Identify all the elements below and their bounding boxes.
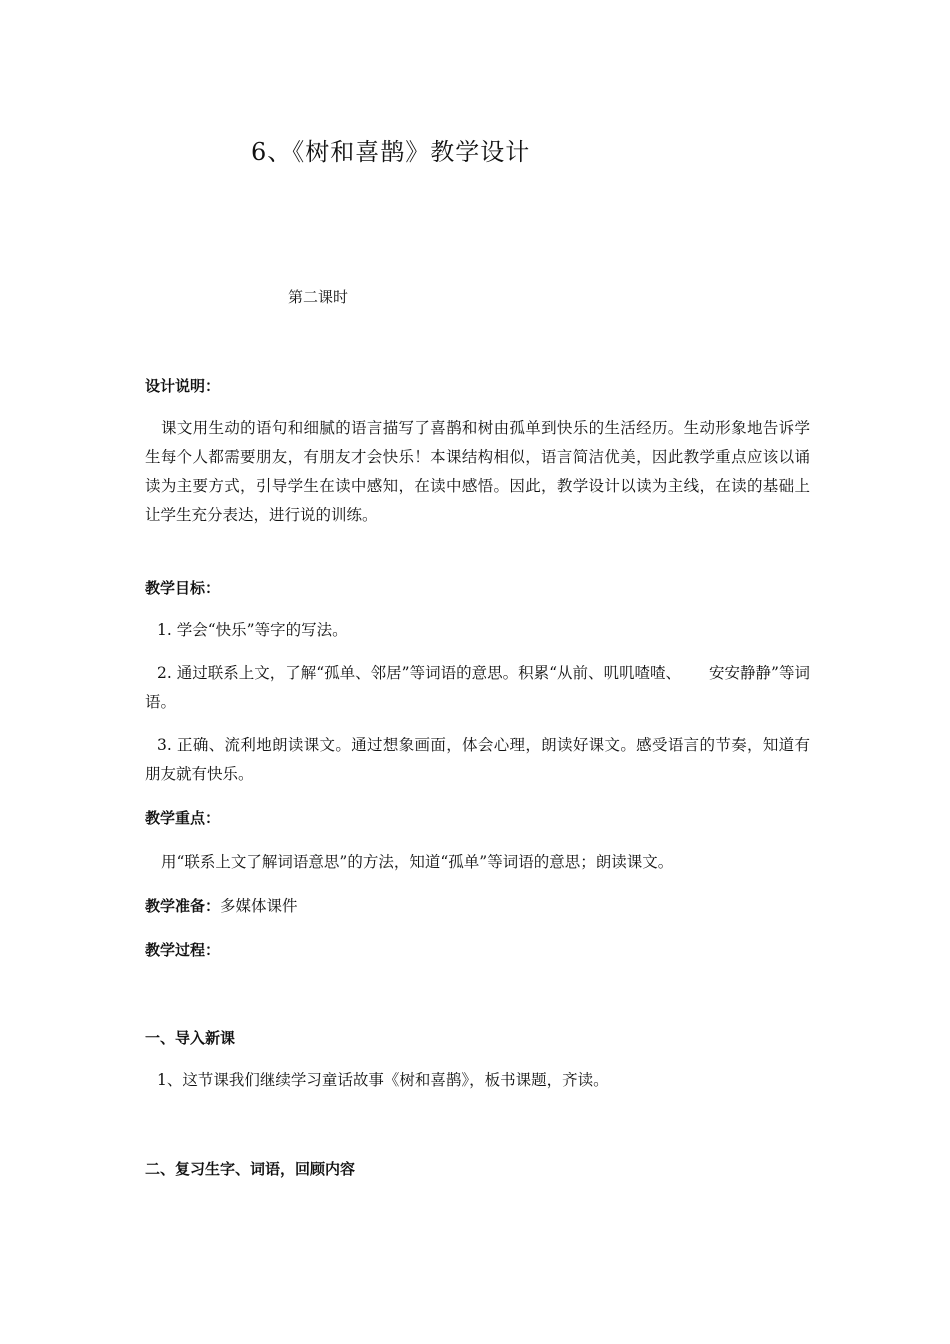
design-note-heading: 设计说明：: [145, 377, 221, 395]
goal-item-2: 2. 通过联系上文，了解“孤单、邻居”等词语的意思。积累“从前、叽叽喳喳、 安安静静”等词语。: [145, 664, 810, 711]
process-heading: 教学过程：: [145, 941, 221, 959]
goal-item-3: 3. 正确、流利地朗读课文。通过想象画面，体会心理，朗读好课文。感受语言的节奏，知道有朋友就有快乐。: [145, 736, 810, 783]
goal-item-1: 1. 学会“快乐”等字的写法。: [157, 621, 348, 639]
focus-heading: 教学重点：: [145, 809, 221, 827]
goals-heading: 教学目标：: [145, 579, 221, 597]
document-title: 6、《树和喜鹊》教学设计: [251, 138, 531, 166]
section1-heading: 一、导入新课: [145, 1029, 236, 1047]
focus-body: 用“联系上文了解词语意思”的方法，知道“孤单”等词语的意思；朗读课文。: [161, 853, 674, 871]
prep-line: 教学准备：多媒体课件: [145, 897, 298, 915]
section2-heading: 二、复习生字、词语，回顾内容: [145, 1160, 356, 1178]
lesson-period: 第二课时: [288, 288, 349, 306]
section1-item: 1、这节课我们继续学习童话故事《树和喜鹊》，板书课题，齐读。: [157, 1071, 609, 1089]
design-note-body: 课文用生动的语句和细腻的语言描写了喜鹊和树由孤单到快乐的生活经历。生动形象地告诉学生每个人都需要朋友，有朋友才会快乐！本课结构相似，语言简洁优美，因此教学重点应该以诵读为主要方式，引导学生在读中感知，在读中感悟。因此，教学设计以读为主线，在读的基础上让学生充分表达，进行说的训练。: [145, 419, 810, 524]
